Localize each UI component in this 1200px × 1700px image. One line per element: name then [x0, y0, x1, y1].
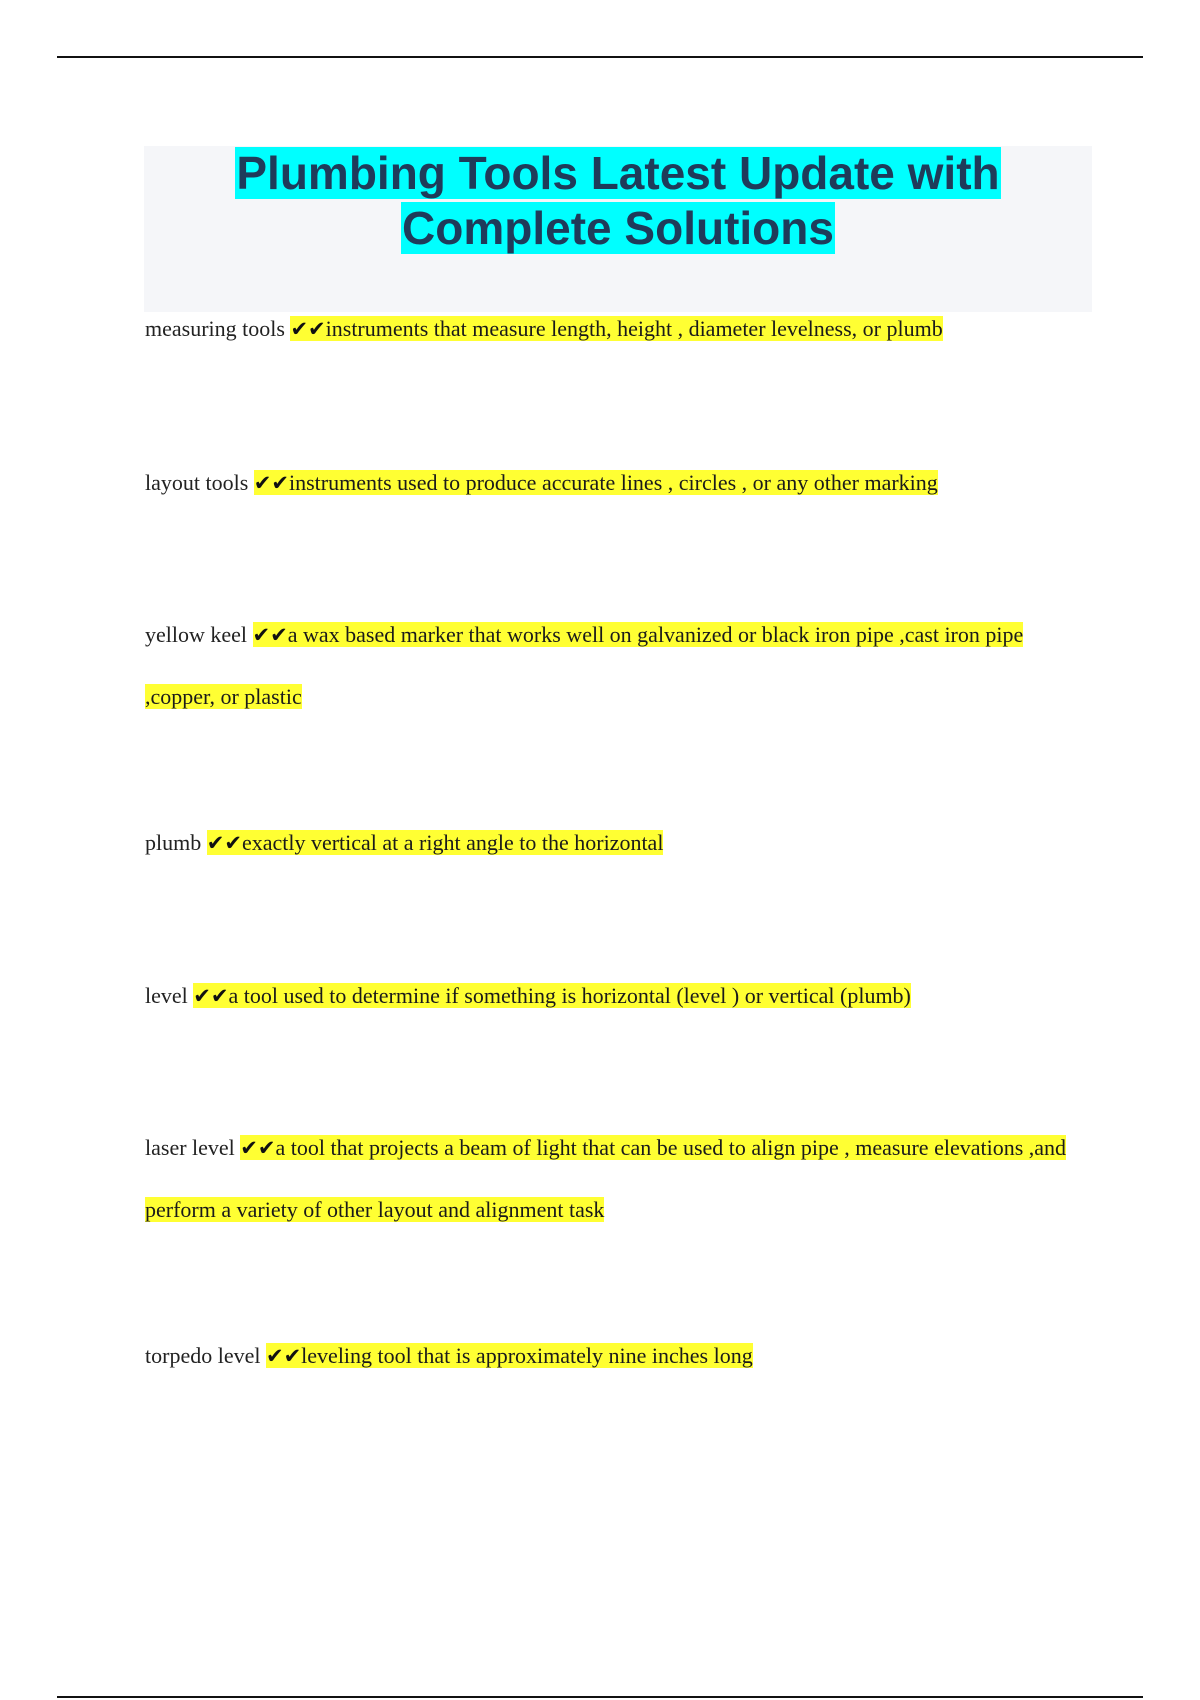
document-title-text: Plumbing Tools Latest Update with Complete Solutions [236, 147, 1000, 254]
entry-term: torpedo level [145, 1343, 261, 1368]
entry-plumb [145, 812, 1075, 874]
entry-measuring-tools [145, 298, 1075, 360]
entry-term: plumb [145, 830, 202, 855]
entry-term: yellow keel [145, 622, 248, 647]
entry-definition: instruments used to produce accurate lines , circles , or any other marking [288, 470, 938, 495]
entry-term: layout tools [145, 470, 249, 495]
entry-definition: exactly vertical at a right angle to the horizontal [241, 830, 664, 855]
entry-term: level [145, 983, 188, 1008]
double-check-icon: ✔✔ [193, 984, 229, 1008]
entry-term: measuring tools [145, 316, 285, 341]
entry-definition: a tool that projects a beam of light that can be used to align pipe , measure elevations ,and perform a variety of other layout and alignment task [145, 1135, 1067, 1222]
entry-yellow-keel [145, 604, 1075, 727]
entry-layout-tools [145, 452, 1075, 514]
entry-definition: instruments that measure length, height , diameter levelness, or plumb [325, 316, 943, 341]
bottom-rule [57, 1696, 1143, 1698]
double-check-icon: ✔✔ [290, 317, 326, 341]
document-title [144, 146, 1092, 256]
double-check-icon: ✔✔ [206, 831, 242, 855]
entry-definition: leveling tool that is approximately nine inches long [301, 1343, 753, 1368]
entry-definition: a tool used to determine if something is horizontal (level ) or vertical (plumb) [228, 983, 911, 1008]
double-check-icon: ✔✔ [265, 1344, 302, 1368]
entry-laser-level [145, 1117, 1075, 1240]
entry-definition: a wax based marker that works well on galvanized or black iron pipe ,cast iron pipe ,copper, or plastic [145, 622, 1024, 709]
entry-term: laser level [145, 1135, 235, 1160]
double-check-icon: ✔✔ [253, 471, 289, 495]
double-check-icon: ✔✔ [240, 1136, 276, 1160]
top-rule [57, 56, 1143, 58]
entry-torpedo-level [145, 1325, 1075, 1387]
entry-level [145, 965, 1075, 1027]
double-check-icon: ✔✔ [252, 623, 288, 647]
